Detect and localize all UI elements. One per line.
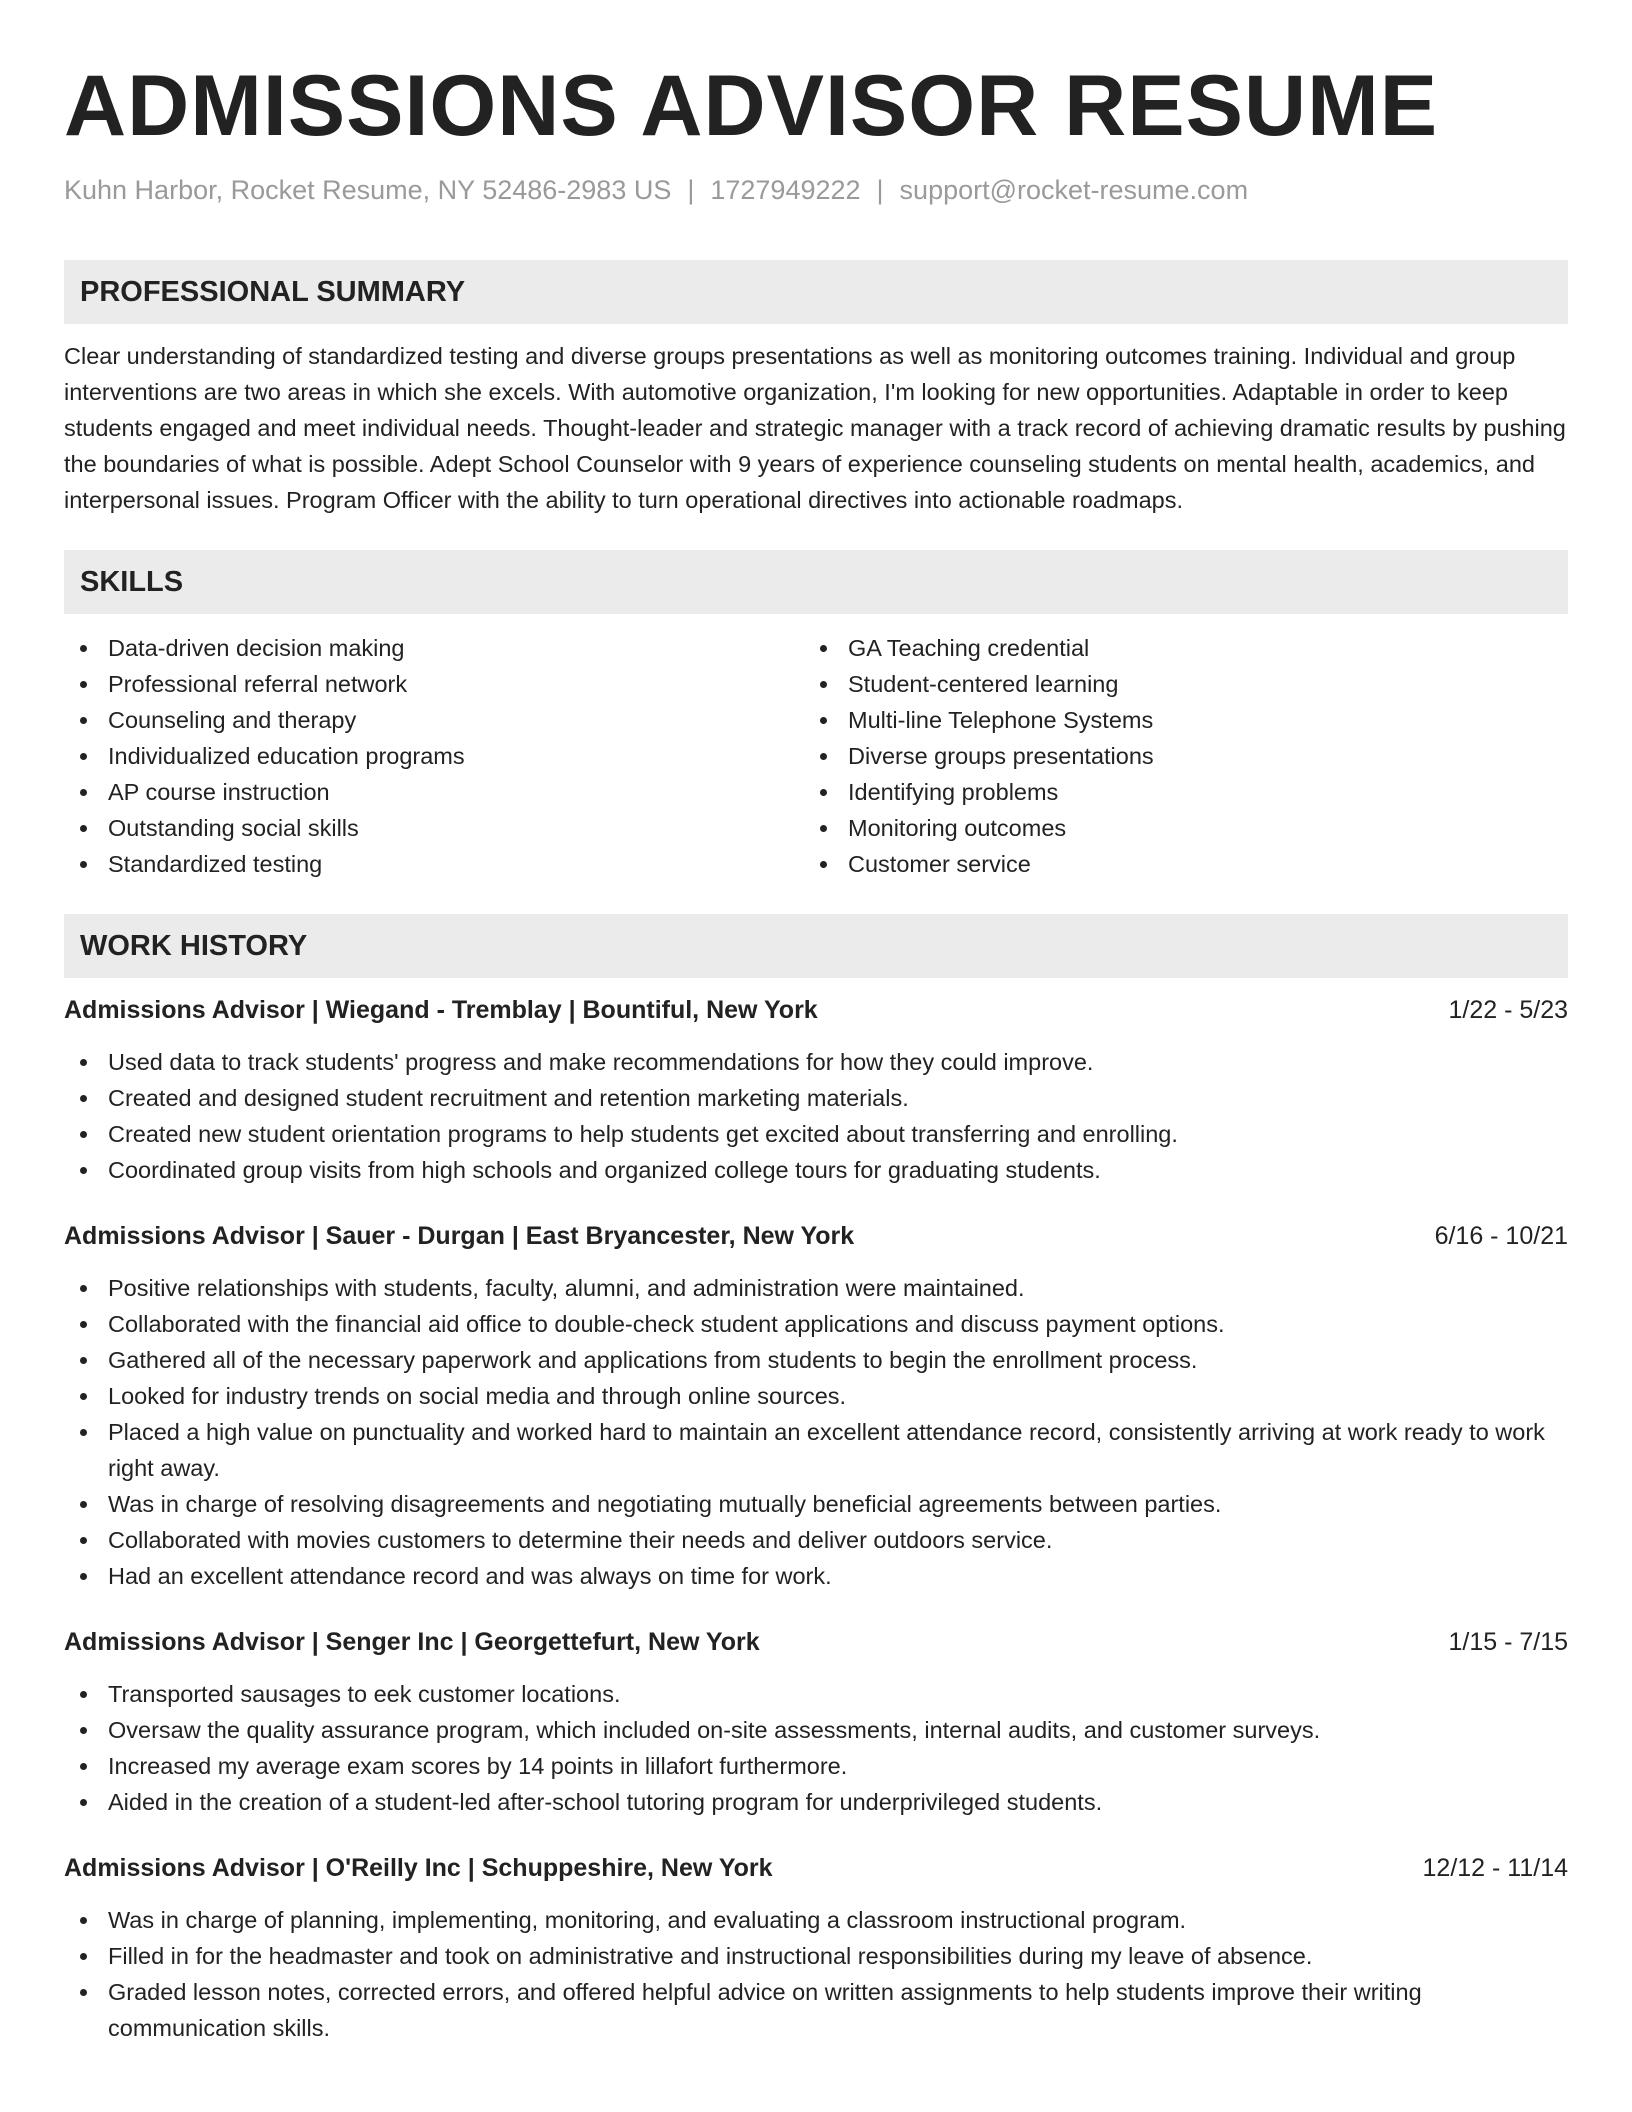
skill-item: Monitoring outcomes <box>804 810 1544 846</box>
job-bullet: Aided in the creation of a student-led after-school tutoring program for underprivileged students. <box>64 1784 1568 1820</box>
skill-item: Counseling and therapy <box>64 702 804 738</box>
skills-list-right <box>804 630 1544 882</box>
job-bullet: Oversaw the quality assurance program, which included on-site assessments, internal audits, and customer surveys. <box>64 1712 1568 1748</box>
bullet-icon <box>820 825 827 832</box>
bullet-icon <box>80 789 87 796</box>
summary-text: Clear understanding of standardized testing and diverse groups presentations as well as monitoring outcomes training. Individual and group interventions are two areas in which she excels. With automotive organization, I'm looking for new opportunities. Adaptable in order to keep students engaged and meet individual needs. Thought-leader and strategic manager with a track record of achieving dramatic results by pushing the boundaries of what is possible. Adept School Counselor with 9 years of experience counseling students on mental health, academics, and interpersonal issues. Program Officer with the ability to turn operational directives into actionable roadmaps. <box>64 343 1566 513</box>
contact-line <box>64 172 1568 208</box>
job-entry <box>64 1850 1568 2046</box>
job-bullet: Coordinated group visits from high schools and organized college tours for graduating students. <box>64 1152 1568 1188</box>
bullet-icon <box>80 1131 87 1138</box>
job-heading <box>64 992 1568 1028</box>
job-bullets <box>64 1270 1568 1594</box>
job-title: Admissions Advisor | Senger Inc | Georgettefurt, New York <box>64 1628 760 1656</box>
job-bullet: Was in charge of planning, implementing, monitoring, and evaluating a classroom instructional program. <box>64 1902 1568 1938</box>
bullet-icon <box>80 1989 87 1996</box>
job-title: Admissions Advisor | Wiegand - Tremblay | Bountiful, New York <box>64 996 818 1024</box>
bullet-icon <box>80 1727 87 1734</box>
skill-item: Data-driven decision making <box>64 630 804 666</box>
contact-address: Kuhn Harbor, Rocket Resume, NY 52486-2983 US <box>64 175 672 205</box>
section-header-skills: SKILLS <box>64 550 1568 614</box>
job-entry <box>64 1218 1568 1594</box>
job-dates: 1/15 - 7/15 <box>1448 1628 1568 1656</box>
bullet-icon <box>80 1393 87 1400</box>
job-title: Admissions Advisor | O'Reilly Inc | Schuppeshire, New York <box>64 1854 773 1882</box>
bullet-icon <box>80 1691 87 1698</box>
bullet-icon <box>80 1537 87 1544</box>
bullet-icon <box>80 1763 87 1770</box>
job-bullet: Had an excellent attendance record and was always on time for work. <box>64 1558 1568 1594</box>
bullet-icon <box>820 753 827 760</box>
skill-item: GA Teaching credential <box>804 630 1544 666</box>
job-bullet: Increased my average exam scores by 14 points in lillafort furthermore. <box>64 1748 1568 1784</box>
job-bullet: Placed a high value on punctuality and worked hard to maintain an excellent attendance record, consistently arriving at work ready to work right away. <box>64 1414 1568 1486</box>
page-title: ADMISSIONS ADVISOR RESUME <box>64 58 1439 154</box>
job-bullet: Graded lesson notes, corrected errors, and offered helpful advice on written assignments to help students improve their writing communication skills. <box>64 1974 1568 2046</box>
bullet-icon <box>80 1953 87 1960</box>
skill-item: Standardized testing <box>64 846 804 882</box>
bullet-icon <box>820 717 827 724</box>
job-bullet: Looked for industry trends on social media and through online sources. <box>64 1378 1568 1414</box>
job-bullets <box>64 1044 1568 1188</box>
job-bullets <box>64 1676 1568 1820</box>
skills-columns <box>64 630 1568 882</box>
job-bullet: Gathered all of the necessary paperwork and applications from students to begin the enrollment process. <box>64 1342 1568 1378</box>
skill-item: Outstanding social skills <box>64 810 804 846</box>
job-dates: 12/12 - 11/14 <box>1422 1854 1568 1882</box>
skill-item: Customer service <box>804 846 1544 882</box>
job-bullet: Collaborated with movies customers to determine their needs and deliver outdoors service. <box>64 1522 1568 1558</box>
bullet-icon <box>80 861 87 868</box>
section-header-summary: PROFESSIONAL SUMMARY <box>64 260 1568 324</box>
bullet-icon <box>80 1321 87 1328</box>
bullet-icon <box>80 1429 87 1436</box>
job-heading <box>64 1218 1568 1254</box>
job-bullet: Created new student orientation programs to help students get excited about transferring and enrolling. <box>64 1116 1568 1152</box>
bullet-icon <box>80 1501 87 1508</box>
bullet-icon <box>80 1095 87 1102</box>
section-header-work-history: WORK HISTORY <box>64 914 1568 978</box>
bullet-icon <box>80 681 87 688</box>
job-bullet: Was in charge of resolving disagreements and negotiating mutually beneficial agreements between parties. <box>64 1486 1568 1522</box>
bullet-icon <box>820 645 827 652</box>
job-dates: 1/22 - 5/23 <box>1448 996 1568 1024</box>
bullet-icon <box>80 1357 87 1364</box>
bullet-icon <box>80 1167 87 1174</box>
contact-separator: | <box>687 175 695 205</box>
bullet-icon <box>80 645 87 652</box>
contact-phone: 1727949222 <box>710 175 861 205</box>
job-bullet: Transported sausages to eek customer locations. <box>64 1676 1568 1712</box>
job-title: Admissions Advisor | Sauer - Durgan | East Bryancester, New York <box>64 1222 855 1250</box>
job-bullet: Collaborated with the financial aid office to double-check student applications and discuss payment options. <box>64 1306 1568 1342</box>
job-bullet: Filled in for the headmaster and took on administrative and instructional responsibilities during my leave of absence. <box>64 1938 1568 1974</box>
contact-email: support@rocket-resume.com <box>899 175 1249 205</box>
skill-item: AP course instruction <box>64 774 804 810</box>
bullet-icon <box>80 825 87 832</box>
bullet-icon <box>820 861 827 868</box>
bullet-icon <box>80 717 87 724</box>
bullet-icon <box>80 1285 87 1292</box>
skills-list-left <box>64 630 804 882</box>
skill-item: Student-centered learning <box>804 666 1544 702</box>
bullet-icon <box>80 1799 87 1806</box>
job-bullet: Positive relationships with students, faculty, alumni, and administration were maintained. <box>64 1270 1568 1306</box>
job-heading <box>64 1624 1568 1660</box>
job-bullet: Created and designed student recruitment and retention marketing materials. <box>64 1080 1568 1116</box>
bullet-icon <box>80 1059 87 1066</box>
bullet-icon <box>820 789 827 796</box>
skill-item: Multi-line Telephone Systems <box>804 702 1544 738</box>
job-entry <box>64 992 1568 1188</box>
job-dates: 6/16 - 10/21 <box>1434 1222 1568 1250</box>
job-bullets <box>64 1902 1568 2046</box>
skill-item: Individualized education programs <box>64 738 804 774</box>
skill-item: Diverse groups presentations <box>804 738 1544 774</box>
job-bullet: Used data to track students' progress and make recommendations for how they could improve. <box>64 1044 1568 1080</box>
job-heading <box>64 1850 1568 1886</box>
bullet-icon <box>80 753 87 760</box>
skill-item: Identifying problems <box>804 774 1544 810</box>
skill-item: Professional referral network <box>64 666 804 702</box>
bullet-icon <box>80 1573 87 1580</box>
bullet-icon <box>80 1917 87 1924</box>
job-entry <box>64 1624 1568 1820</box>
contact-separator: | <box>876 175 884 205</box>
bullet-icon <box>820 681 827 688</box>
